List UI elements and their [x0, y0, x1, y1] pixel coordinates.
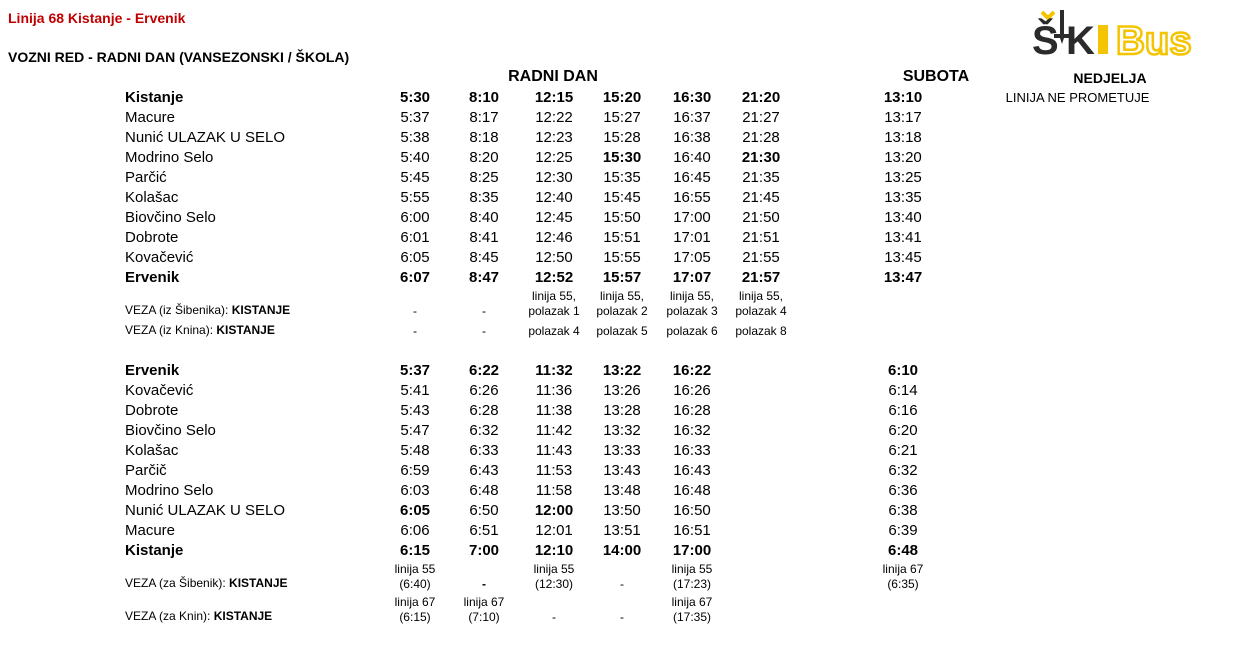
- departure-time: 5:38: [400, 129, 430, 146]
- departure-time: 8:18: [469, 129, 499, 146]
- departure-time: 16:22: [672, 362, 712, 379]
- departure-time: 16:48: [673, 482, 711, 499]
- departure-time: 15:57: [602, 269, 642, 286]
- stop-name: Nunić ULAZAK U SELO: [125, 129, 286, 146]
- departure-time: 21:45: [742, 189, 780, 206]
- connection-cell: polazak 5: [596, 324, 648, 338]
- departure-time: 5:37: [399, 362, 431, 379]
- connection-cell: polazak 6: [666, 324, 718, 338]
- departure-time: 8:47: [468, 269, 500, 286]
- saturday-time: 13:45: [884, 249, 922, 266]
- connection-prefix: VEZA (iz Šibenika):: [125, 303, 232, 317]
- departure-time: 6:51: [469, 522, 499, 539]
- stop-name: Kolašac: [125, 442, 179, 459]
- departure-time: 21:20: [741, 89, 781, 106]
- saturday-time: 13:18: [884, 129, 922, 146]
- saturday-time: 13:35: [884, 189, 922, 206]
- stop-name: Biovčino Selo: [125, 422, 216, 439]
- departure-time: 13:26: [603, 382, 641, 399]
- departure-time: 5:41: [400, 382, 430, 399]
- svg-text:Bus: Bus: [1116, 19, 1192, 60]
- saturday-time: 6:20: [888, 422, 918, 439]
- departure-time: 6:07: [399, 269, 431, 286]
- connection-cell: -: [552, 610, 556, 624]
- departure-time: 5:43: [400, 402, 430, 419]
- stop-name: Nunić ULAZAK U SELO: [125, 502, 286, 519]
- departure-time: 16:40: [673, 149, 711, 166]
- saturday-time: 13:47: [883, 269, 923, 286]
- departure-time: 16:32: [673, 422, 711, 439]
- departure-time: 8:45: [469, 249, 499, 266]
- subota-header: SUBOTA: [902, 68, 970, 85]
- connection-cell: -: [482, 324, 486, 338]
- departure-time: 16:50: [673, 502, 711, 519]
- saturday-time: 6:48: [887, 542, 919, 559]
- departure-time: 8:40: [469, 209, 499, 226]
- stop-name: Ervenik: [125, 362, 180, 379]
- departure-time: 12:01: [535, 522, 573, 539]
- connection-label: [125, 323, 275, 338]
- departure-time: 11:42: [535, 422, 573, 439]
- departure-time: 15:50: [603, 209, 641, 226]
- saturday-time: 13:25: [884, 169, 922, 186]
- connection-cell: -: [482, 577, 486, 591]
- departure-time: 21:28: [742, 129, 780, 146]
- departure-time: 21:35: [742, 169, 780, 186]
- departure-time: 16:55: [673, 189, 711, 206]
- saturday-time: 13:17: [884, 109, 922, 126]
- stop-name: Kolašac: [125, 189, 179, 206]
- departure-time: 16:30: [672, 89, 712, 106]
- departure-time: 13:22: [602, 362, 642, 379]
- connection-label: [125, 609, 272, 624]
- departure-time: 16:51: [673, 522, 711, 539]
- departure-time: 11:43: [535, 442, 573, 459]
- stop-name: Kistanje: [125, 542, 184, 559]
- connection-cell: linija 67 (7:10): [463, 595, 505, 624]
- connection-cell: linija 67 (6:35): [882, 562, 924, 591]
- connection-cell: -: [413, 304, 417, 318]
- connection-place: KISTANJE: [216, 323, 275, 337]
- departure-time: 5:40: [400, 149, 430, 166]
- connection-cell: linija 55, polazak 2: [596, 289, 648, 318]
- departure-time: 12:52: [534, 269, 574, 286]
- departure-time: 6:48: [469, 482, 499, 499]
- departure-time: 15:28: [603, 129, 641, 146]
- saturday-time: 6:10: [887, 362, 919, 379]
- departure-time: 11:58: [535, 482, 573, 499]
- departure-time: 8:10: [468, 89, 500, 106]
- saturday-time: 13:40: [884, 209, 922, 226]
- radni-dan-header: RADNI DAN: [508, 68, 598, 85]
- departure-time: 8:17: [469, 109, 499, 126]
- departure-time: 15:35: [603, 169, 641, 186]
- departure-time: 11:38: [535, 402, 573, 419]
- saturday-time: 6:21: [888, 442, 918, 459]
- departure-time: 13:51: [603, 522, 641, 539]
- connection-cell: linija 67 (17:35): [671, 595, 713, 624]
- departure-time: 17:00: [672, 542, 712, 559]
- departure-time: 5:30: [399, 89, 431, 106]
- stop-name: Dobrote: [125, 229, 179, 246]
- connection-label: [125, 576, 288, 591]
- departure-time: 17:00: [673, 209, 711, 226]
- departure-time: 15:27: [603, 109, 641, 126]
- connection-cell: linija 55, polazak 1: [528, 289, 580, 318]
- departure-time: 16:45: [673, 169, 711, 186]
- saturday-time: 6:38: [888, 502, 918, 519]
- stop-name: Macure: [125, 109, 176, 126]
- departure-time: 12:00: [534, 502, 574, 519]
- saturday-time: 13:41: [884, 229, 922, 246]
- nedjelja-header: NEDJELJA: [1073, 70, 1147, 86]
- connection-cell: polazak 8: [735, 324, 787, 338]
- departure-time: 12:25: [535, 149, 573, 166]
- departure-time: 15:55: [603, 249, 641, 266]
- departure-time: 11:36: [535, 382, 573, 399]
- stop-name: Modrino Selo: [125, 149, 214, 166]
- connection-place: KISTANJE: [229, 576, 288, 590]
- departure-time: 6:03: [400, 482, 430, 499]
- departure-time: 16:28: [673, 402, 711, 419]
- departure-time: 13:43: [603, 462, 641, 479]
- departure-time: 13:48: [603, 482, 641, 499]
- departure-time: 5:37: [400, 109, 430, 126]
- departure-time: 8:41: [469, 229, 499, 246]
- stop-name: Kovačević: [125, 382, 194, 399]
- departure-time: 12:10: [534, 542, 574, 559]
- departure-time: 12:22: [535, 109, 573, 126]
- departure-time: 12:50: [535, 249, 573, 266]
- departure-time: 12:40: [535, 189, 573, 206]
- departure-time: 13:28: [603, 402, 641, 419]
- departure-time: 12:46: [535, 229, 573, 246]
- connection-cell: -: [620, 577, 624, 591]
- departure-time: 21:30: [741, 149, 781, 166]
- departure-time: 6:01: [400, 229, 430, 246]
- nedjelja-note: LINIJA NE PROMETUJE: [1005, 90, 1150, 105]
- document-title: VOZNI RED - RADNI DAN (VANSEZONSKI / ŠKOLA): [8, 49, 350, 65]
- departure-time: 6:28: [469, 402, 499, 419]
- stop-name: Biovčino Selo: [125, 209, 216, 226]
- departure-time: 16:37: [673, 109, 711, 126]
- departure-time: 6:32: [469, 422, 499, 439]
- departure-time: 6:05: [399, 502, 431, 519]
- departure-time: 6:06: [400, 522, 430, 539]
- departure-time: 11:32: [535, 362, 573, 379]
- departure-time: 17:05: [673, 249, 711, 266]
- departure-time: 6:59: [400, 462, 430, 479]
- departure-time: 6:15: [399, 542, 431, 559]
- stop-name: Dobrote: [125, 402, 179, 419]
- departure-time: 5:45: [400, 169, 430, 186]
- stop-name: Parčič: [125, 462, 167, 479]
- departure-time: 15:51: [603, 229, 641, 246]
- sikbus-logo: [1032, 8, 1232, 60]
- departure-time: 21:50: [742, 209, 780, 226]
- stop-name: Kistanje: [125, 89, 184, 106]
- connection-place: KISTANJE: [231, 303, 291, 317]
- saturday-time: 6:16: [888, 402, 918, 419]
- saturday-time: 13:10: [883, 89, 923, 106]
- departure-time: 12:45: [535, 209, 573, 226]
- connection-cell: linija 55 (12:30): [533, 562, 575, 591]
- svg-text:K: K: [1066, 19, 1095, 60]
- saturday-time: 6:36: [888, 482, 918, 499]
- connection-cell: -: [413, 324, 417, 338]
- departure-time: 15:20: [602, 89, 642, 106]
- departure-time: 21:57: [741, 269, 781, 286]
- connection-cell: linija 55 (17:23): [671, 562, 713, 591]
- departure-time: 8:35: [469, 189, 499, 206]
- departure-time: 13:33: [603, 442, 641, 459]
- departure-time: 5:55: [400, 189, 430, 206]
- departure-time: 5:48: [400, 442, 430, 459]
- stop-name: Kovačević: [125, 249, 194, 266]
- departure-time: 12:23: [535, 129, 573, 146]
- svg-text:Š: Š: [1032, 19, 1059, 60]
- departure-time: 21:55: [742, 249, 780, 266]
- departure-time: 13:32: [603, 422, 641, 439]
- connection-cell: -: [482, 304, 486, 318]
- departure-time: 21:51: [742, 229, 780, 246]
- saturday-time: 6:39: [888, 522, 918, 539]
- departure-time: 6:05: [400, 249, 430, 266]
- connection-cell: linija 67 (6:15): [394, 595, 436, 624]
- departure-time: 16:43: [673, 462, 711, 479]
- connection-prefix: VEZA (za Knin):: [125, 609, 214, 623]
- departure-time: 6:26: [469, 382, 499, 399]
- departure-time: 13:50: [603, 502, 641, 519]
- connection-cell: linija 55, polazak 3: [666, 289, 718, 318]
- connection-cell: linija 55 (6:40): [394, 562, 436, 591]
- departure-time: 16:33: [673, 442, 711, 459]
- connection-place: KISTANJE: [213, 609, 273, 623]
- departure-time: 16:26: [673, 382, 711, 399]
- departure-time: 21:27: [742, 109, 780, 126]
- departure-time: 15:45: [603, 189, 641, 206]
- stop-name: Modrino Selo: [125, 482, 214, 499]
- departure-time: 5:47: [400, 422, 430, 439]
- departure-time: 17:01: [673, 229, 711, 246]
- saturday-time: 6:14: [888, 382, 918, 399]
- saturday-time: 6:32: [888, 462, 918, 479]
- departure-time: 16:38: [673, 129, 711, 146]
- saturday-time: 13:20: [884, 149, 922, 166]
- line-title: Linija 68 Kistanje - Ervenik: [8, 10, 186, 26]
- departure-time: 12:15: [534, 89, 574, 106]
- departure-time: 11:53: [535, 462, 573, 479]
- departure-time: 6:43: [469, 462, 499, 479]
- departure-time: 8:25: [469, 169, 499, 186]
- connection-cell: polazak 4: [528, 324, 580, 338]
- departure-time: 6:50: [469, 502, 499, 519]
- departure-time: 14:00: [602, 542, 642, 559]
- connection-prefix: VEZA (za Šibenik):: [125, 576, 230, 590]
- connection-prefix: VEZA (iz Knina):: [125, 323, 217, 337]
- stop-name: Macure: [125, 522, 176, 539]
- departure-time: 7:00: [468, 542, 500, 559]
- departure-time: 17:07: [672, 269, 712, 286]
- stop-name: Ervenik: [125, 269, 180, 286]
- departure-time: 15:30: [602, 149, 642, 166]
- sikbus-logo-graphic: [1032, 8, 1232, 60]
- departure-time: 8:20: [469, 149, 499, 166]
- departure-time: 6:22: [468, 362, 500, 379]
- connection-cell: linija 55, polazak 4: [735, 289, 787, 318]
- connection-label: [125, 303, 290, 318]
- departure-time: 6:33: [469, 442, 499, 459]
- connection-cell: -: [620, 610, 624, 624]
- stop-name: Parčić: [125, 169, 167, 186]
- departure-time: 6:00: [400, 209, 430, 226]
- departure-time: 12:30: [535, 169, 573, 186]
